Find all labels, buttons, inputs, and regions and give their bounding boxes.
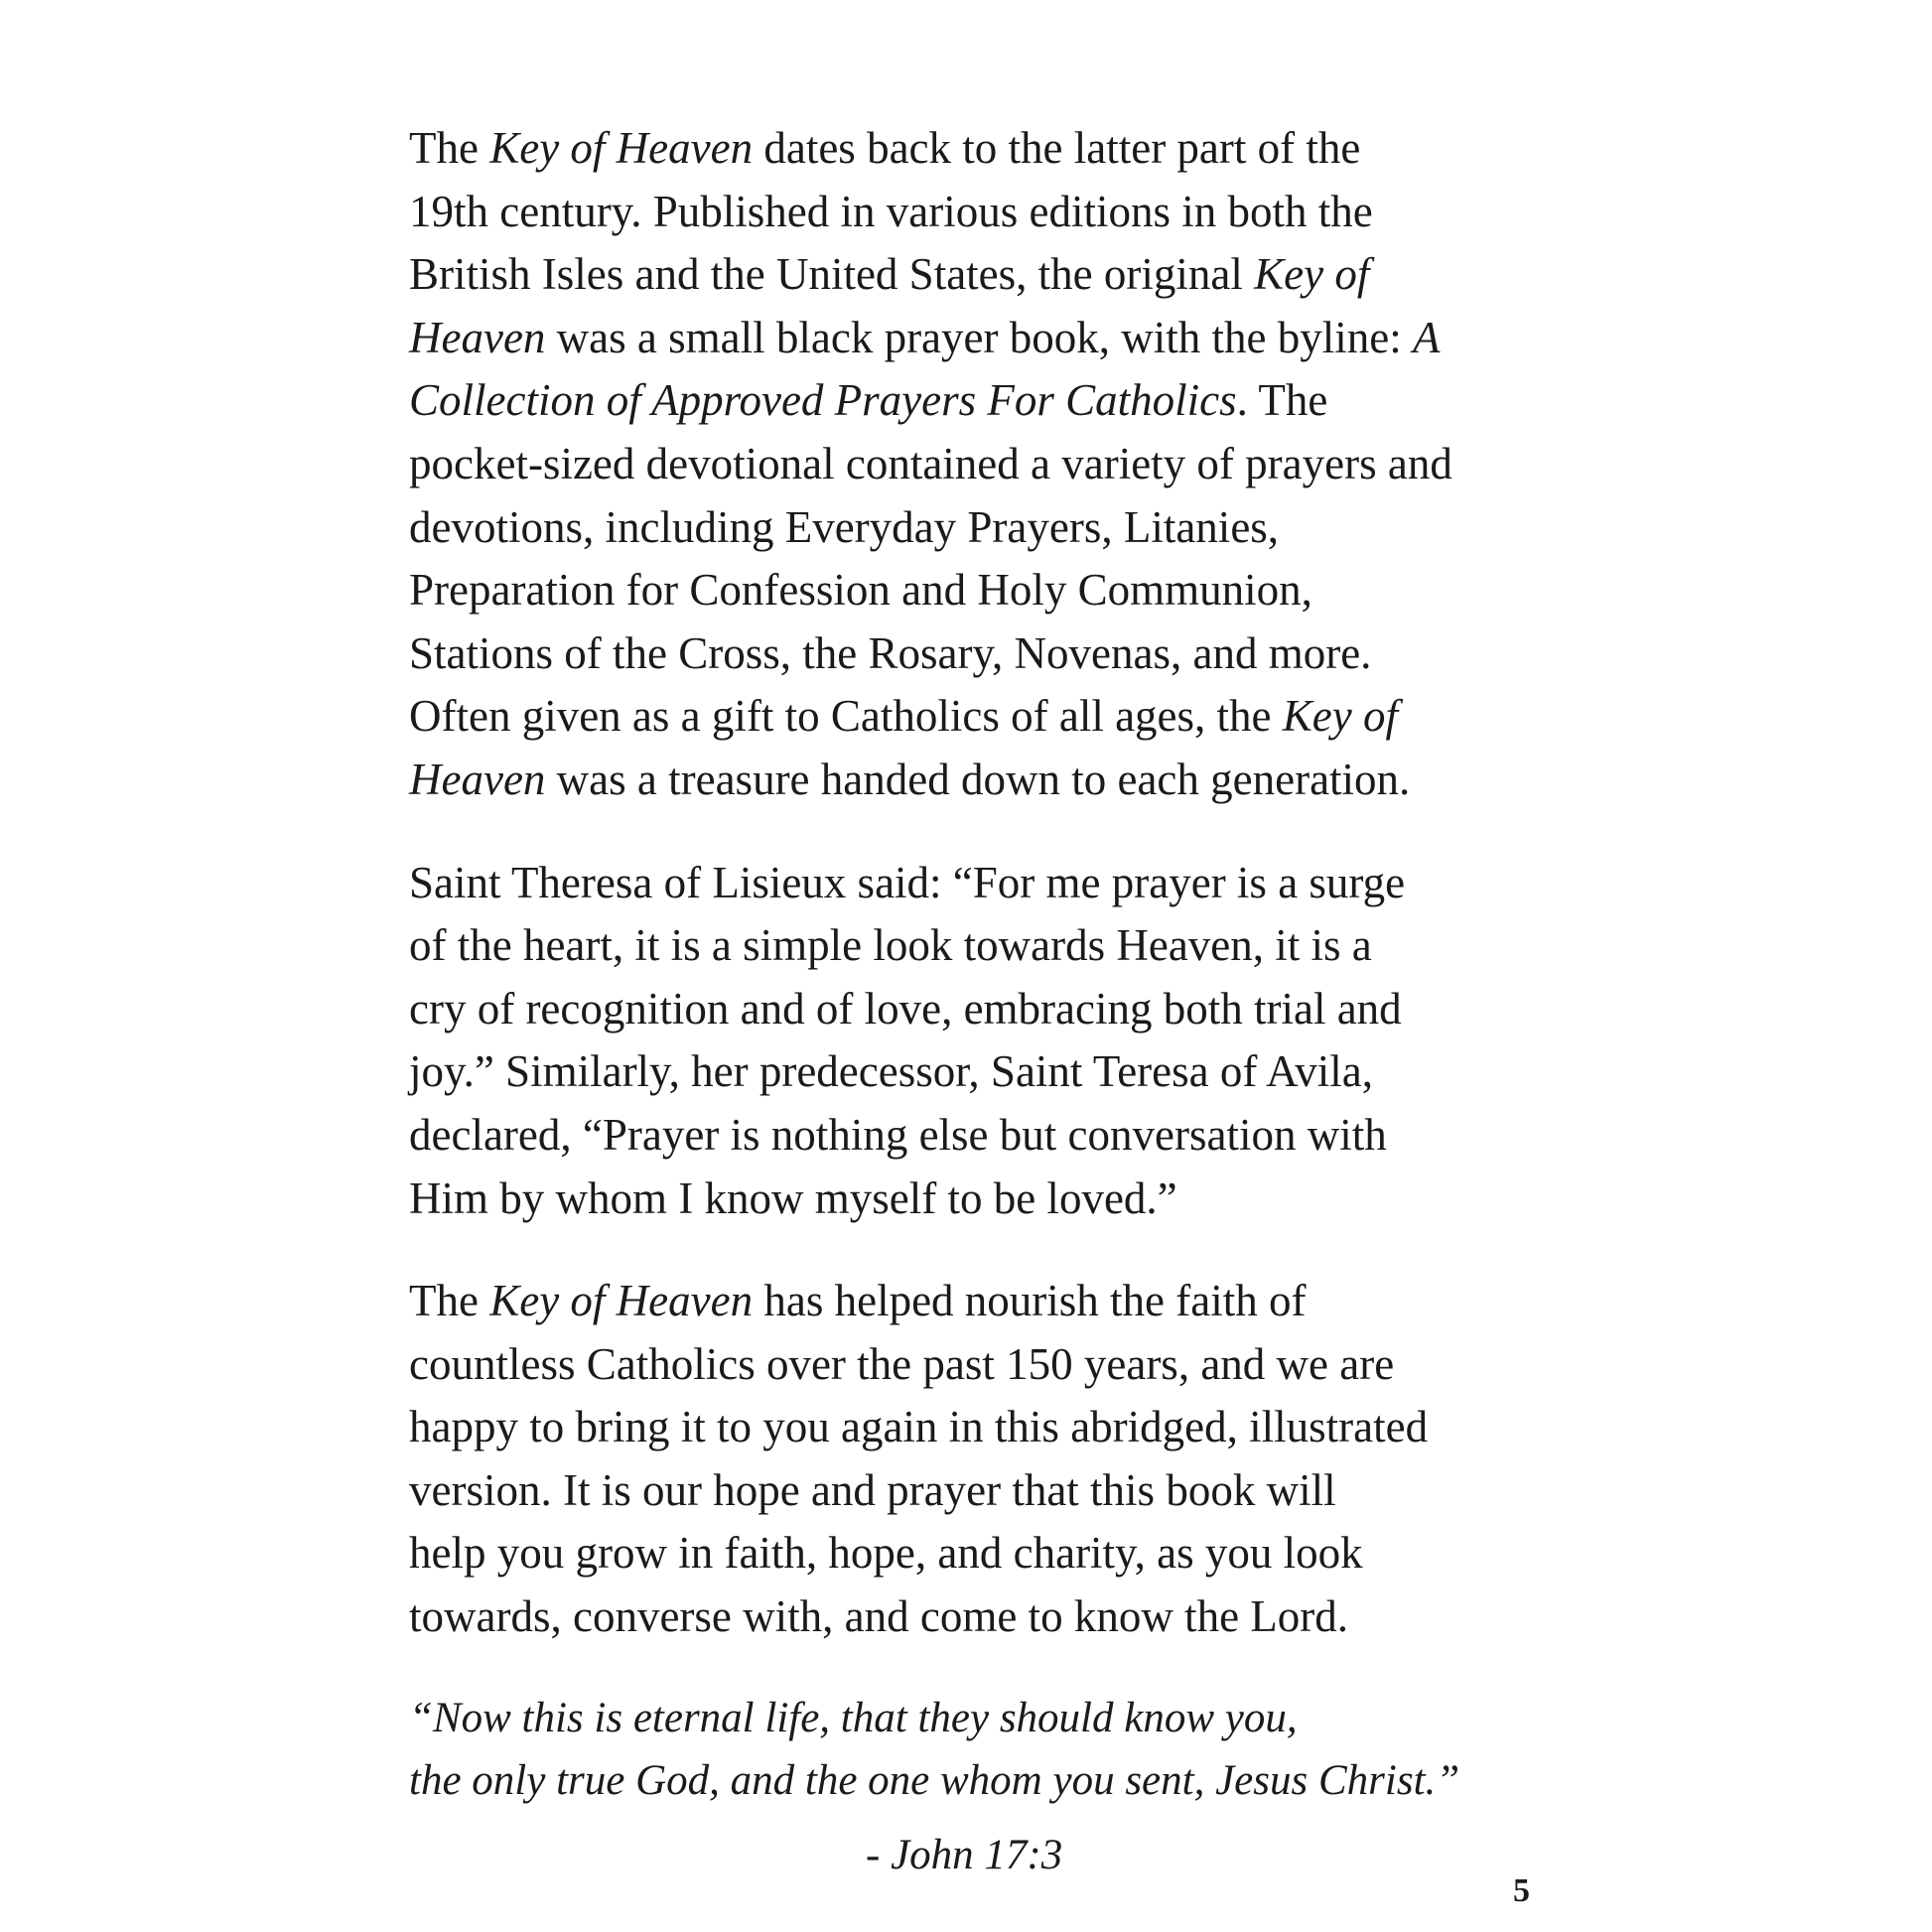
scripture-quote	[409, 1687, 1551, 1812]
text-run: The	[409, 1276, 490, 1326]
quote-line: the only true God, and the one whom you sent, Jesus Christ.”	[409, 1756, 1460, 1804]
text-line	[409, 243, 1551, 307]
body-text	[409, 117, 1551, 1649]
text-run: 19th century. Published in various editions in both the	[409, 186, 1373, 236]
text-line	[409, 496, 1551, 560]
text-line	[409, 622, 1551, 686]
page-content	[409, 117, 1551, 1886]
italic-title: Collection of Approved Prayers For Catholics	[409, 375, 1237, 426]
text-run: declared, “Prayer is nothing else but conversation with	[409, 1109, 1387, 1160]
text-run: help you grow in faith, hope, and charity, as you look	[409, 1528, 1363, 1579]
italic-title: Heaven	[409, 754, 546, 804]
quote-citation: - John 17:3	[866, 1831, 1063, 1878]
text-line	[409, 749, 1551, 812]
italic-title: Key of Heaven	[489, 1276, 754, 1326]
text-line	[409, 685, 1551, 749]
text-line	[409, 117, 1551, 181]
text-line	[409, 369, 1551, 433]
text-line	[409, 1104, 1551, 1168]
text-run: has helped nourish the faith of	[753, 1276, 1307, 1326]
text-line	[409, 559, 1551, 622]
italic-title: Heaven	[409, 312, 546, 362]
text-run: was a treasure handed down to each generation.	[545, 754, 1411, 804]
text-run: British Isles and the United States, the original	[409, 249, 1255, 300]
text-line	[409, 978, 1551, 1041]
text-line	[409, 1270, 1551, 1333]
text-line	[409, 852, 1551, 915]
text-run: . The	[1236, 375, 1328, 426]
text-line	[409, 1396, 1551, 1459]
paragraph	[409, 1270, 1551, 1649]
text-line	[409, 1586, 1551, 1649]
text-run: was a small black prayer book, with the byline:	[545, 312, 1413, 362]
text-run: Often given as a gift to Catholics of all ages, the	[409, 691, 1283, 742]
text-run: towards, converse with, and come to know the Lord.	[409, 1591, 1349, 1642]
text-run: Preparation for Confession and Holy Communion,	[409, 565, 1312, 616]
paragraph	[409, 852, 1551, 1231]
text-line	[409, 307, 1551, 370]
text-run: pocket-sized devotional contained a variety of prayers and	[409, 438, 1452, 488]
text-run: Him by whom I know myself to be loved.”	[409, 1173, 1177, 1223]
text-run: joy.” Similarly, her predecessor, Saint Teresa of Avila,	[409, 1046, 1374, 1097]
quote-line: “Now this is eternal life, that they should know you,	[409, 1694, 1298, 1741]
text-line	[409, 433, 1551, 496]
text-run: The	[409, 123, 490, 173]
italic-title: Key of Heaven	[489, 123, 754, 173]
paragraph	[409, 117, 1551, 812]
text-line	[409, 1522, 1551, 1586]
text-run: cry of recognition and of love, embracing both trial and	[409, 983, 1402, 1034]
italic-title: Key of	[1254, 249, 1370, 300]
text-line	[409, 181, 1551, 244]
text-line	[409, 914, 1551, 978]
text-run: Saint Theresa of Lisieux said: “For me prayer is a surge	[409, 857, 1406, 907]
text-run: devotions, including Everyday Prayers, Litanies,	[409, 501, 1280, 552]
text-line	[409, 1040, 1551, 1104]
text-line	[409, 1168, 1551, 1231]
text-run: dates back to the latter part of the	[753, 123, 1361, 173]
text-line	[409, 1459, 1551, 1523]
italic-title: A	[1412, 312, 1441, 362]
text-run: happy to bring it to you again in this abridged, illustrated	[409, 1402, 1429, 1452]
page-number: 5	[1513, 1872, 1530, 1909]
text-run: version. It is our hope and prayer that this book will	[409, 1464, 1336, 1515]
text-run: of the heart, it is a simple look towards Heaven, it is a	[409, 920, 1372, 971]
text-run: Stations of the Cross, the Rosary, Novenas, and more.	[409, 627, 1372, 678]
text-line	[409, 1333, 1551, 1397]
text-run: countless Catholics over the past 150 years, and we are	[409, 1338, 1395, 1389]
italic-title: Key of	[1282, 691, 1398, 742]
